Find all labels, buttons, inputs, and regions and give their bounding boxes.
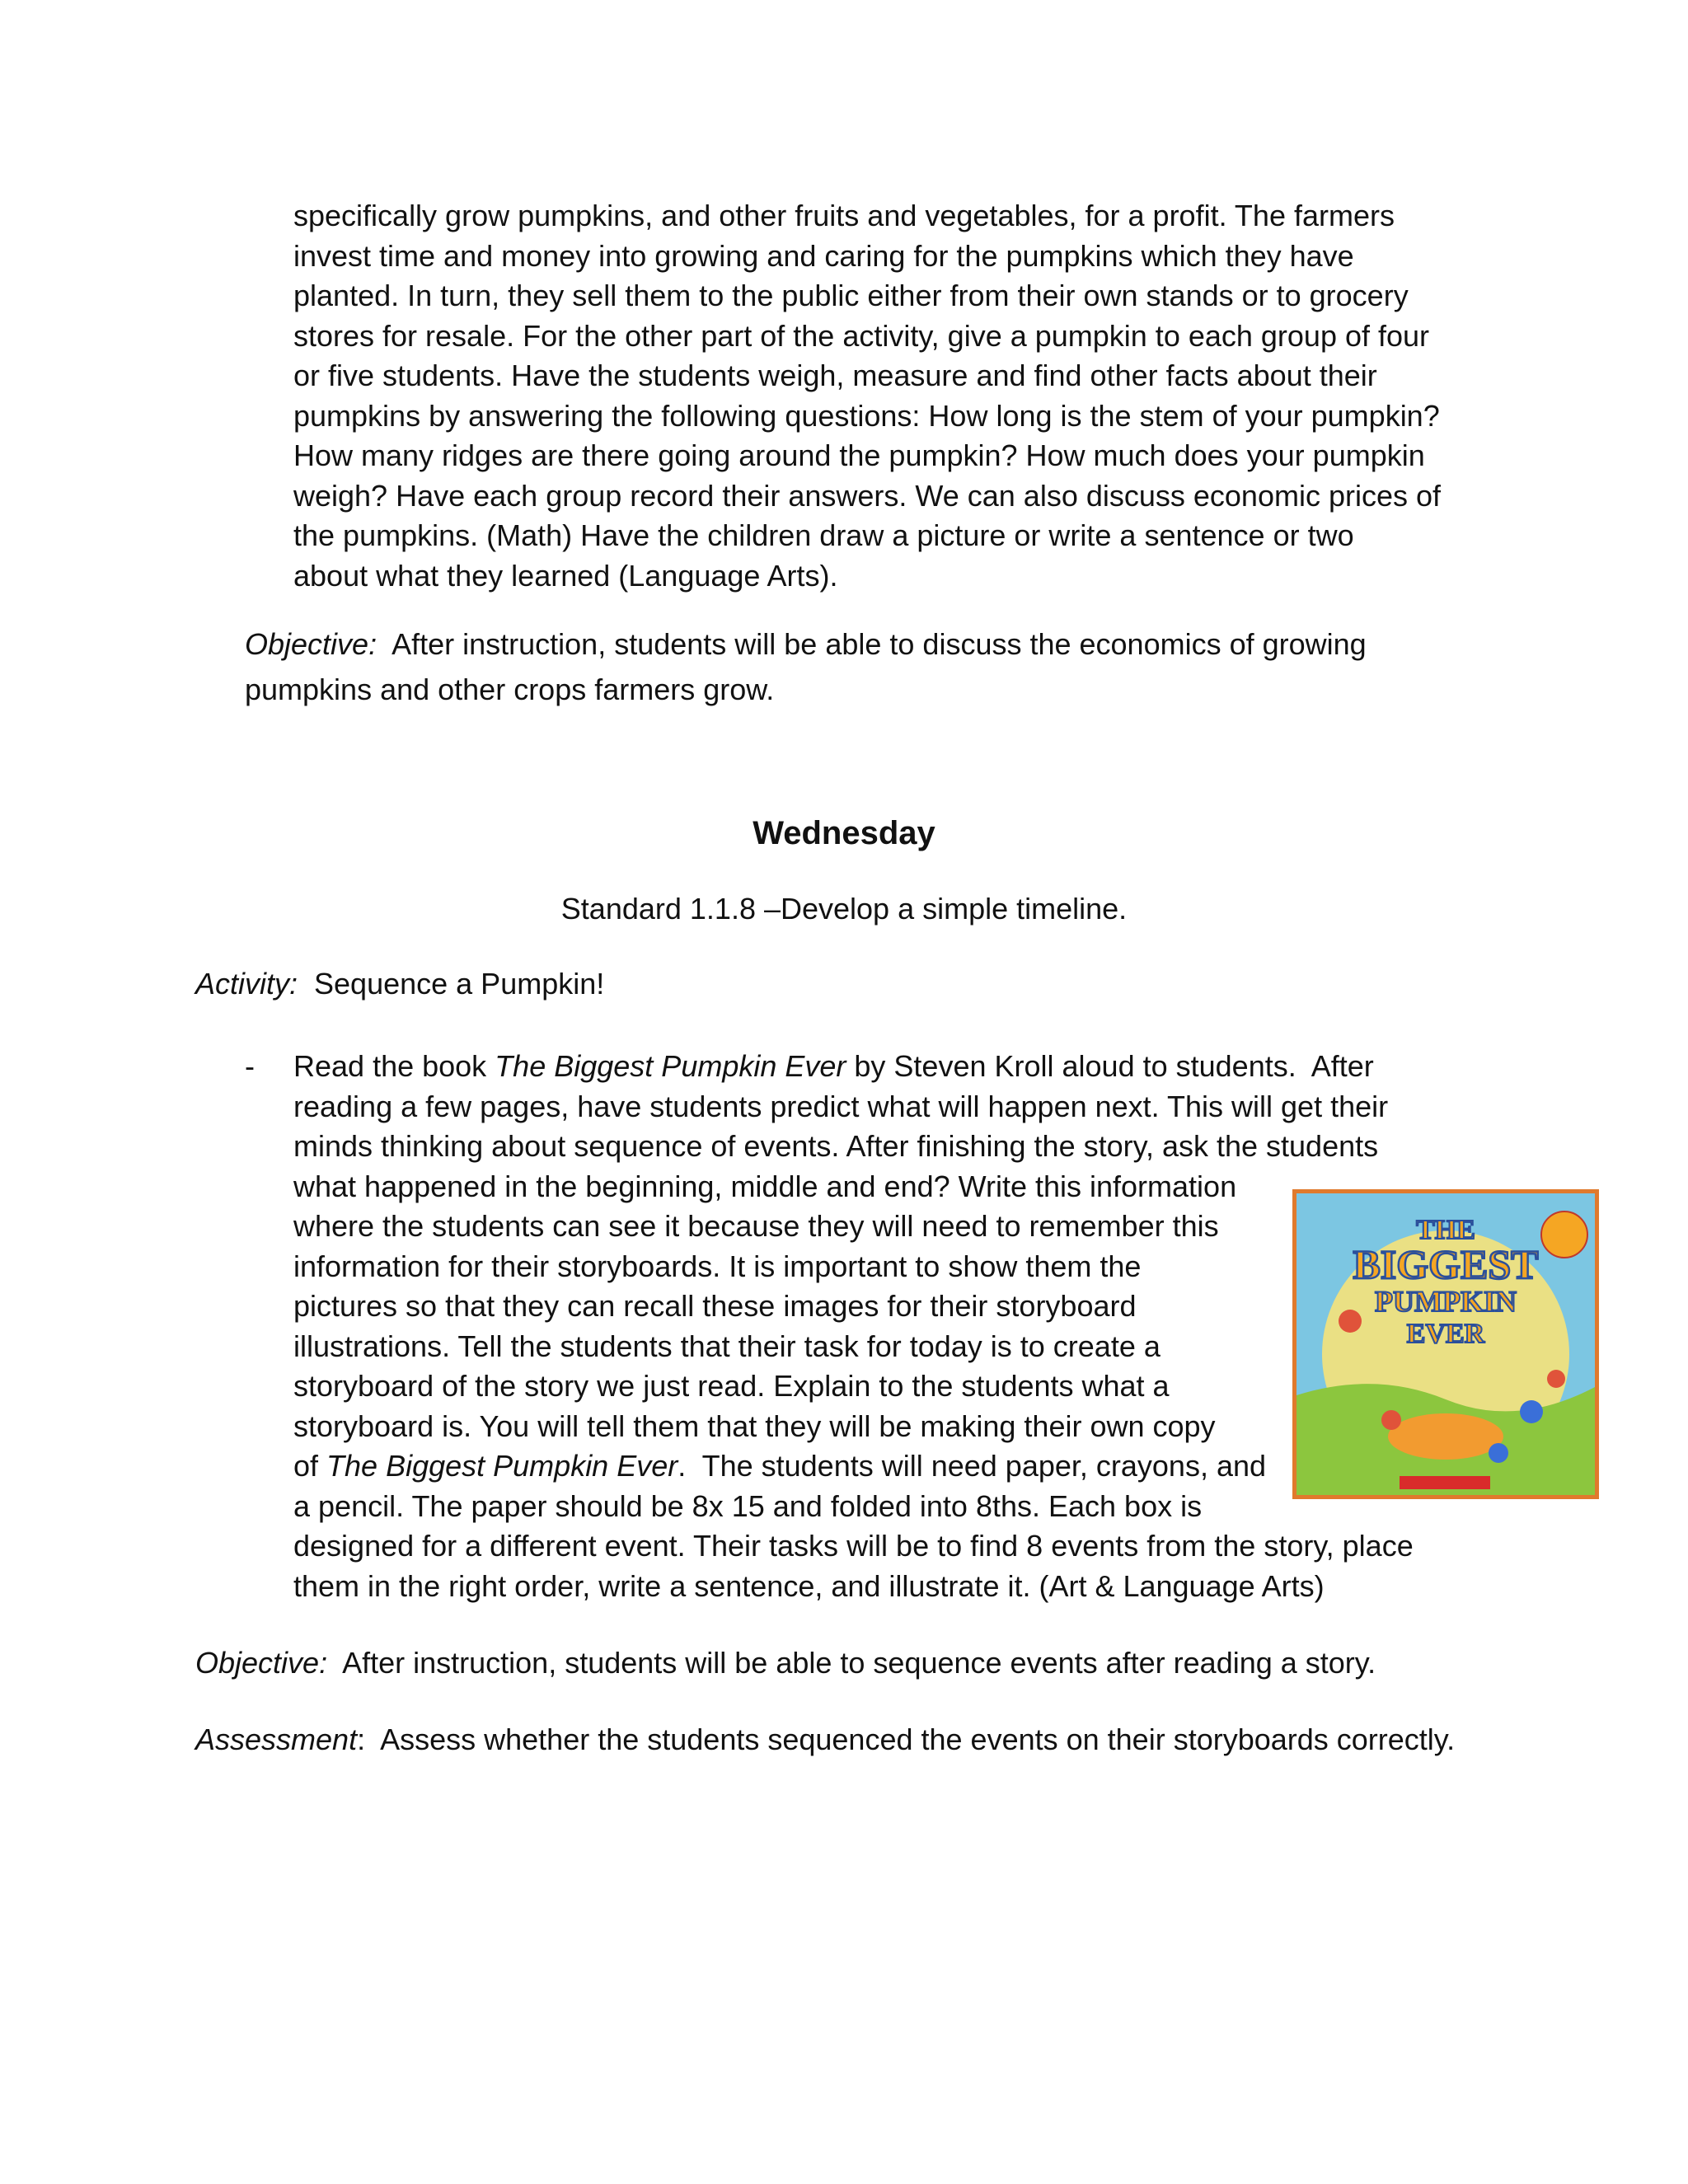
text-run: by Steven Kroll aloud to students. After	[846, 1049, 1374, 1083]
assessment-text: : Assess whether the students sequenced the events on their storyboards correctly.	[357, 1722, 1456, 1756]
paragraph-line: pictures so that they can recall these images for their storyboard	[293, 1289, 1137, 1323]
paragraph-line: storyboard of the story we just read. Explain to the students what a	[293, 1369, 1170, 1403]
activity-description	[293, 1047, 1414, 1606]
objective-line	[245, 621, 1367, 667]
cover-badge	[1541, 1212, 1587, 1258]
paragraph-line: designed for a different event. Their tasks will be to find 8 events from the story, place	[293, 1529, 1414, 1563]
paragraph-line: where the students can see it because they will need to remember this	[293, 1209, 1219, 1243]
bullet-dash: -	[245, 1049, 255, 1083]
paragraph-line: weigh? Have each group record their answers. We can also discuss economic prices of	[293, 478, 1442, 513]
objective-text: After instruction, students will be able to discuss the economics of growing	[377, 627, 1367, 661]
top-paragraph	[293, 196, 1441, 596]
assessment-label: Assessment	[195, 1722, 358, 1756]
paragraph-line	[293, 1446, 1414, 1487]
standard-line: Standard 1.1.8 –Develop a simple timeline.	[560, 892, 1128, 926]
paragraph-line: the pumpkins. (Math) Have the children draw a picture or write a sentence or two	[293, 518, 1354, 552]
objective-line: pumpkins and other crops farmers grow.	[245, 673, 775, 706]
paragraph-line: what happened in the beginning, middle and end? Write this information	[293, 1169, 1237, 1203]
cover-title-1: THE	[1416, 1215, 1475, 1245]
objective-label: Objective:	[245, 627, 377, 661]
paragraph-line: reading a few pages, have students predict what will happen next. This will get their	[293, 1089, 1389, 1123]
paragraph-line: about what they learned (Language Arts).	[293, 558, 838, 593]
cover-title-4: EVER	[1406, 1319, 1485, 1349]
cover-publisher-band	[1400, 1476, 1490, 1489]
paragraph-line: specifically grow pumpkins, and other fruits and vegetables, for a profit. The farmers	[293, 199, 1395, 232]
paragraph-line: illustrations. Tell the students that their task for today is to create a	[293, 1329, 1160, 1363]
text-run: Read the book	[293, 1049, 495, 1083]
paragraph-line: information for their storyboards. It is important to show them the	[293, 1249, 1142, 1283]
objective-text: After instruction, students will be able to sequence events after reading a story.	[327, 1646, 1376, 1680]
cover-pumpkin	[1388, 1413, 1503, 1460]
paragraph-line: minds thinking about sequence of events. After finishing the story, ask the students	[293, 1129, 1379, 1163]
book-cover-image	[1292, 1189, 1599, 1499]
text-run: of	[293, 1449, 327, 1483]
activity-line	[195, 964, 604, 1004]
cover-title-2: BIGGEST	[1353, 1241, 1539, 1287]
paragraph-line: How many ridges are there going around the pumpkin? How much does your pumpkin	[293, 438, 1425, 472]
text-run: . The students will need paper, crayons, and	[678, 1449, 1267, 1483]
assessment-line	[195, 1720, 1455, 1760]
paragraph-line: stores for resale. For the other part of the activity, give a pumpkin to each group of four	[293, 318, 1430, 353]
day-heading: Wednesday	[753, 815, 935, 851]
paragraph-line: pumpkins by answering the following questions: How long is the stem of your pumpkin?	[293, 398, 1440, 433]
book-title: The Biggest Pumpkin Ever	[326, 1449, 678, 1483]
activity-label: Activity:	[195, 967, 298, 1001]
paragraph-line: invest time and money into growing and caring for the pumpkins which they have	[293, 238, 1354, 273]
cover-title-3: PUMPKIN	[1375, 1285, 1517, 1318]
paragraph-line: storyboard is. You will tell them that they will be making their own copy	[293, 1408, 1216, 1443]
objective-label: Objective:	[195, 1646, 328, 1680]
paragraph-line	[293, 1047, 1414, 1087]
paragraph-line: or five students. Have the students weigh, measure and find other facts about their	[293, 359, 1377, 392]
objective-economics	[245, 621, 1367, 712]
paragraph-line: a pencil. The paper should be 8x 15 and folded into 8ths. Each box is	[293, 1488, 1203, 1523]
activity-text: Sequence a Pumpkin!	[298, 967, 605, 1001]
paragraph-line: them in the right order, write a sentence, and illustrate it. (Art & Language Arts)	[293, 1568, 1325, 1603]
paragraph-line: planted. In turn, they sell them to the public either from their own stands or to grocery	[293, 279, 1409, 312]
book-title: The Biggest Pumpkin Ever	[495, 1049, 846, 1083]
objective-sequence	[195, 1643, 1376, 1683]
